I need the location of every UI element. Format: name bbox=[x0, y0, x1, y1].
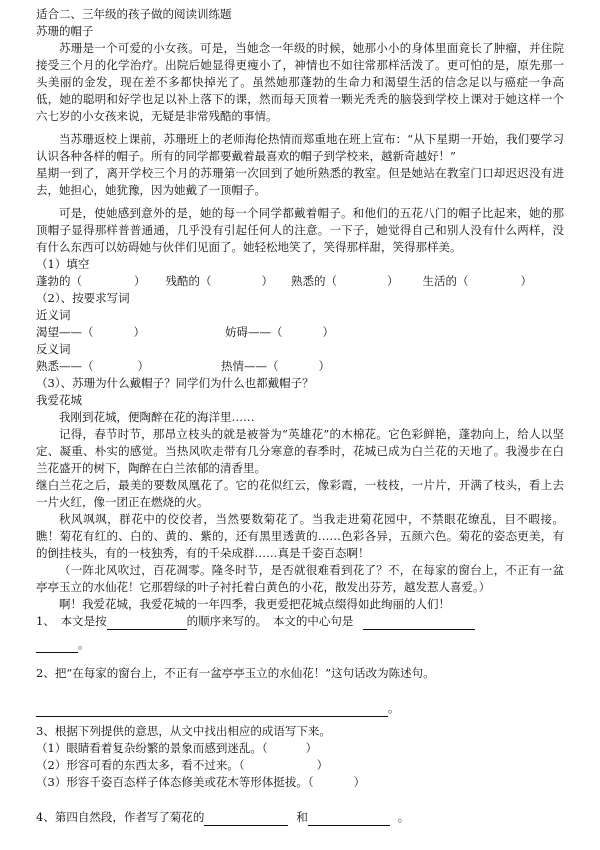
idiom-prompt-2: （2）形容可看的东西太多，看不过来。（ bbox=[36, 758, 245, 772]
synonym-item-1-close: ） bbox=[133, 325, 145, 339]
antonym-item-1-label: 熟悉——（ bbox=[36, 359, 94, 373]
s2-question-4-end: 。 bbox=[397, 810, 410, 824]
idiom-prompt-1: （1）眼睛看着复杂纷繁的景象而感到迷乱。（ bbox=[36, 741, 268, 755]
idiom-close-2: ） bbox=[316, 758, 329, 772]
synonym-label: 近义词 bbox=[36, 308, 71, 322]
chrysanthemum-aspect-blank-2[interactable] bbox=[308, 813, 390, 826]
fill-item-4-label: 生活的（ bbox=[422, 274, 469, 288]
central-sentence-blank-cont[interactable] bbox=[36, 640, 78, 653]
synonym-item-2-label: 妨碍——（ bbox=[225, 325, 283, 339]
story2-paragraph-2: 记得，春节时节，那昂立枝头的就是被誉为“英雄花”的木棉花。它色彩鲜艳，蓬勃向上，给人以坚定、凝重、朴实的感觉。当热风吹走带有几分寒意的春季时，花城已成为白兰花的天地了。我漫步在白兰花盛开的树下，陶醉在白兰浓郁的清香里。 bbox=[36, 427, 564, 475]
story2-paragraph-3: 继白兰花之后，最美的要数凤凰花了。它的花似红云，像彩霞，一枝枝，一片片，开满了枝头，看上去一片火红，像一团正在燃烧的火。 bbox=[36, 478, 564, 509]
synonym-item-1-label: 渴望——（ bbox=[36, 325, 94, 339]
s2-question-1-row bbox=[36, 613, 564, 630]
synonym-row bbox=[36, 324, 564, 341]
fill-blank-row bbox=[36, 273, 564, 290]
antonym-row bbox=[36, 358, 564, 375]
chrysanthemum-aspect-blank-1[interactable] bbox=[204, 813, 288, 826]
s2-question-1-part-b: 的顺序来写的。 本文的中心句是 bbox=[186, 614, 354, 628]
worksheet-header: 适合二、三年级的孩子做的阅读训练题 bbox=[36, 7, 232, 21]
question-3-text: （3）、苏珊为什么戴帽子？同学们为什么也都戴帽子？ bbox=[36, 376, 314, 390]
s2-question-1-cont-row bbox=[36, 636, 564, 653]
fill-item-1-close: ） bbox=[134, 274, 146, 288]
story1-paragraph-1: 苏珊是一个可爱的小女孩。可是，当她念一年级的时候，她那小小的身体里面竟长了肿瘤，并住院接受三个月的化学治疗。出院后她显得更瘦小了，神情也不如往常那样活泼了。更可怕的是，原先那一头美丽的金发，现在差不多都快掉光了。虽然她那蓬勃的生命力和渴望生活的信念足以与癌症一争高低，她的聪明和好学也足以补上落下的课，然而每天顶着一颗光秃秃的脑袋到学校上课对于她这样一个六七岁的小女孩来说，无疑是非常残酷的事情。 bbox=[36, 41, 564, 123]
story2-paragraph-6: 啊！我爱花城，我爱花城的一年四季，我更爱把花城点缀得如此绚丽的人们！ bbox=[59, 597, 450, 611]
idiom-row-3 bbox=[36, 774, 564, 791]
fill-item-2-label: 残酷的（ bbox=[165, 274, 212, 288]
question-2-label: （2）、按要求写词 bbox=[36, 291, 130, 305]
order-answer-blank[interactable] bbox=[107, 617, 187, 630]
idiom-row-1 bbox=[36, 740, 564, 757]
idiom-row-2 bbox=[36, 757, 564, 774]
antonym-item-2-close: ） bbox=[318, 359, 330, 373]
idiom-close-1: ） bbox=[305, 741, 318, 755]
antonym-item-1-close: ） bbox=[137, 359, 149, 373]
declarative-sentence-blank[interactable] bbox=[36, 704, 388, 717]
fill-item-3-close: ） bbox=[387, 274, 399, 288]
question-1-label: （1）填空 bbox=[36, 257, 90, 271]
fill-item-1-label: 蓬勃的（ bbox=[36, 274, 82, 288]
synonym-item-2-close: ） bbox=[322, 325, 334, 339]
fill-item-4-close: ） bbox=[520, 274, 532, 288]
story2-paragraph-4: 秋风飒飒，群花中的佼佼者，当然要数菊花了。当我走进菊花园中，不禁眼花缭乱，目不暇接。瞧！菊花有红的、白的、黄的、紫的，还有黑里透黄的……色彩各异，五颜六色。菊花的姿态更美，有的倒挂枝头，有的一枝独秀，有的千朵成群……真是千姿百态啊！ bbox=[36, 512, 564, 560]
story1-paragraph-2: 当苏珊返校上课前，苏珊班上的老师海伦热情而郑重地在班上宣布：“从下星期一开始，我们要学习认识各种各样的帽子。所有的同学都要戴着最喜欢的帽子到学校来，越新奇越好！” bbox=[36, 132, 564, 163]
s2-question-2-text: 2、把“在每家的窗台上，不正有一盆亭亭玉立的水仙花！”这句话改为陈述句。 bbox=[36, 666, 435, 680]
s2-question-2-answer-row bbox=[36, 700, 564, 717]
story1-title: 苏珊的帽子 bbox=[36, 24, 94, 38]
s2-question-1-end: 。 bbox=[78, 637, 90, 651]
fill-item-2-close: ） bbox=[261, 274, 273, 288]
s2-question-1-part-a: 1、 本文是按 bbox=[36, 614, 107, 628]
story1-paragraph-3: 星期一到了，离开学校三个月的苏珊第一次回到了她所熟悉的教室。但是她站在教室门口却迟迟没有进去，她担心，她犹豫，因为她戴了一顶帽子。 bbox=[36, 166, 564, 197]
s2-question-2-end: 。 bbox=[388, 701, 400, 715]
s2-question-4-part-a: 4、第四自然段，作者写了菊花的 bbox=[36, 810, 205, 824]
antonym-label: 反义词 bbox=[36, 342, 71, 356]
antonym-item-2-label: 热情——（ bbox=[221, 359, 279, 373]
idiom-close-3: ） bbox=[353, 775, 366, 789]
central-sentence-blank[interactable] bbox=[363, 617, 475, 630]
story1-paragraph-4: 可是，使她感到意外的是，她的每一个同学都戴着帽子。和他们的五花八门的帽子比起来，她的那顶帽子显得那样普普通通，几乎没有引起任何人的注意。一下子，她觉得自己和别人没有什么两样，没有什么东西可以妨碍她与伙伴们见面了。她轻松地笑了，笑得那样甜，笑得那样美。 bbox=[36, 206, 564, 254]
story2-paragraph-5: （一阵北风吹过，百花凋零。隆冬时节，是否就很难看到花了？不，在每家的窗台上，不正有一盆亭亭玉立的水仙花！它那碧绿的叶子衬托着白黄色的小花，散发出芬芳，越发惹人喜爱。） bbox=[36, 563, 564, 594]
story2-title: 我爱花城 bbox=[36, 393, 82, 407]
fill-item-3-label: 熟悉的（ bbox=[291, 274, 337, 288]
s2-question-4-row bbox=[36, 809, 564, 826]
idiom-prompt-3: （3）形容千姿百态样子体态修美或花木等形体挺拔。（ bbox=[36, 775, 314, 789]
story2-paragraph-1: 我刚到花城，便陶醉在花的海洋里…… bbox=[59, 410, 255, 424]
s2-question-3-text: 3、根据下列提供的意思，从文中找出相应的成语写下来。 bbox=[36, 724, 331, 738]
s2-question-4-part-b: 和 bbox=[296, 810, 308, 824]
